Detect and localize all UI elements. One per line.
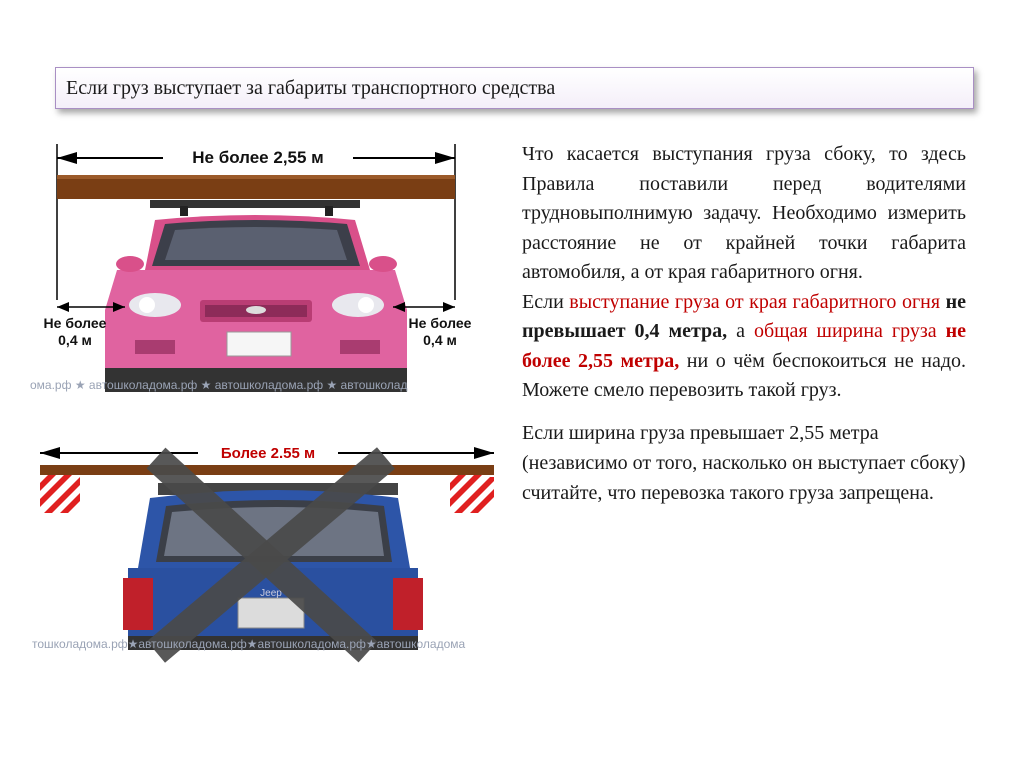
p2-part-e: общая ширина груза [753, 320, 937, 342]
left-overhang-label-2: 0,4 м [58, 332, 92, 348]
p2-part-g: ни о чём беспокоиться не надо. Можете смело перевозить такой груз. [522, 349, 966, 401]
slide-title-box [55, 67, 974, 109]
paragraph-1: Что касается выступания груза сбоку, то здесь Правила поставили перед водителями трудновыполнимую задачу. Необходимо измерить расстояние не от крайней точки габарита автомобиля, а от края габаритного огня. [522, 143, 966, 283]
paragraph-2 [522, 288, 966, 406]
watermark-1: ома.рф ★ автошколадома.рф ★ автошколадома.рф ★ автошколад [30, 378, 408, 392]
max-width-label: Не более 2,55 м [192, 148, 324, 167]
p2-part-f: не более 2,55 метра, [522, 320, 966, 372]
exceeded-width-label: Более 2.55 м [220, 445, 316, 462]
p2-part-c: не превышает 0,4 метра, [522, 290, 966, 342]
blue-jeep-diagram [32, 438, 500, 652]
slide-title: Если груз выступает за габариты транспортного средства [66, 77, 556, 99]
right-overhang-label-2: 0,4 м [423, 332, 457, 348]
p2-part-b: выступание груза от края габаритного огня [569, 290, 941, 313]
left-overhang-label-1: Не более [43, 315, 107, 331]
paragraph-3: Если ширина груза превышает 2,55 метра (независимо от того, насколько он выступает сбоку) считайте, что перевозка такого груза запрещена. [522, 421, 966, 504]
p2-part-a: Если [522, 290, 570, 313]
watermark-2: тошколадома.рф★автошколадома.рф★автошколадома.рф★автошколадома [32, 637, 466, 651]
jeep-badge: Jeep [260, 588, 282, 599]
allowed-load-illustration [30, 140, 503, 396]
prohibited-load-illustration [32, 438, 500, 652]
p2-part-d: а [727, 320, 754, 342]
explanation-text [522, 140, 966, 508]
right-overhang-label-1: Не более [408, 315, 472, 331]
pink-car-diagram [30, 140, 503, 396]
